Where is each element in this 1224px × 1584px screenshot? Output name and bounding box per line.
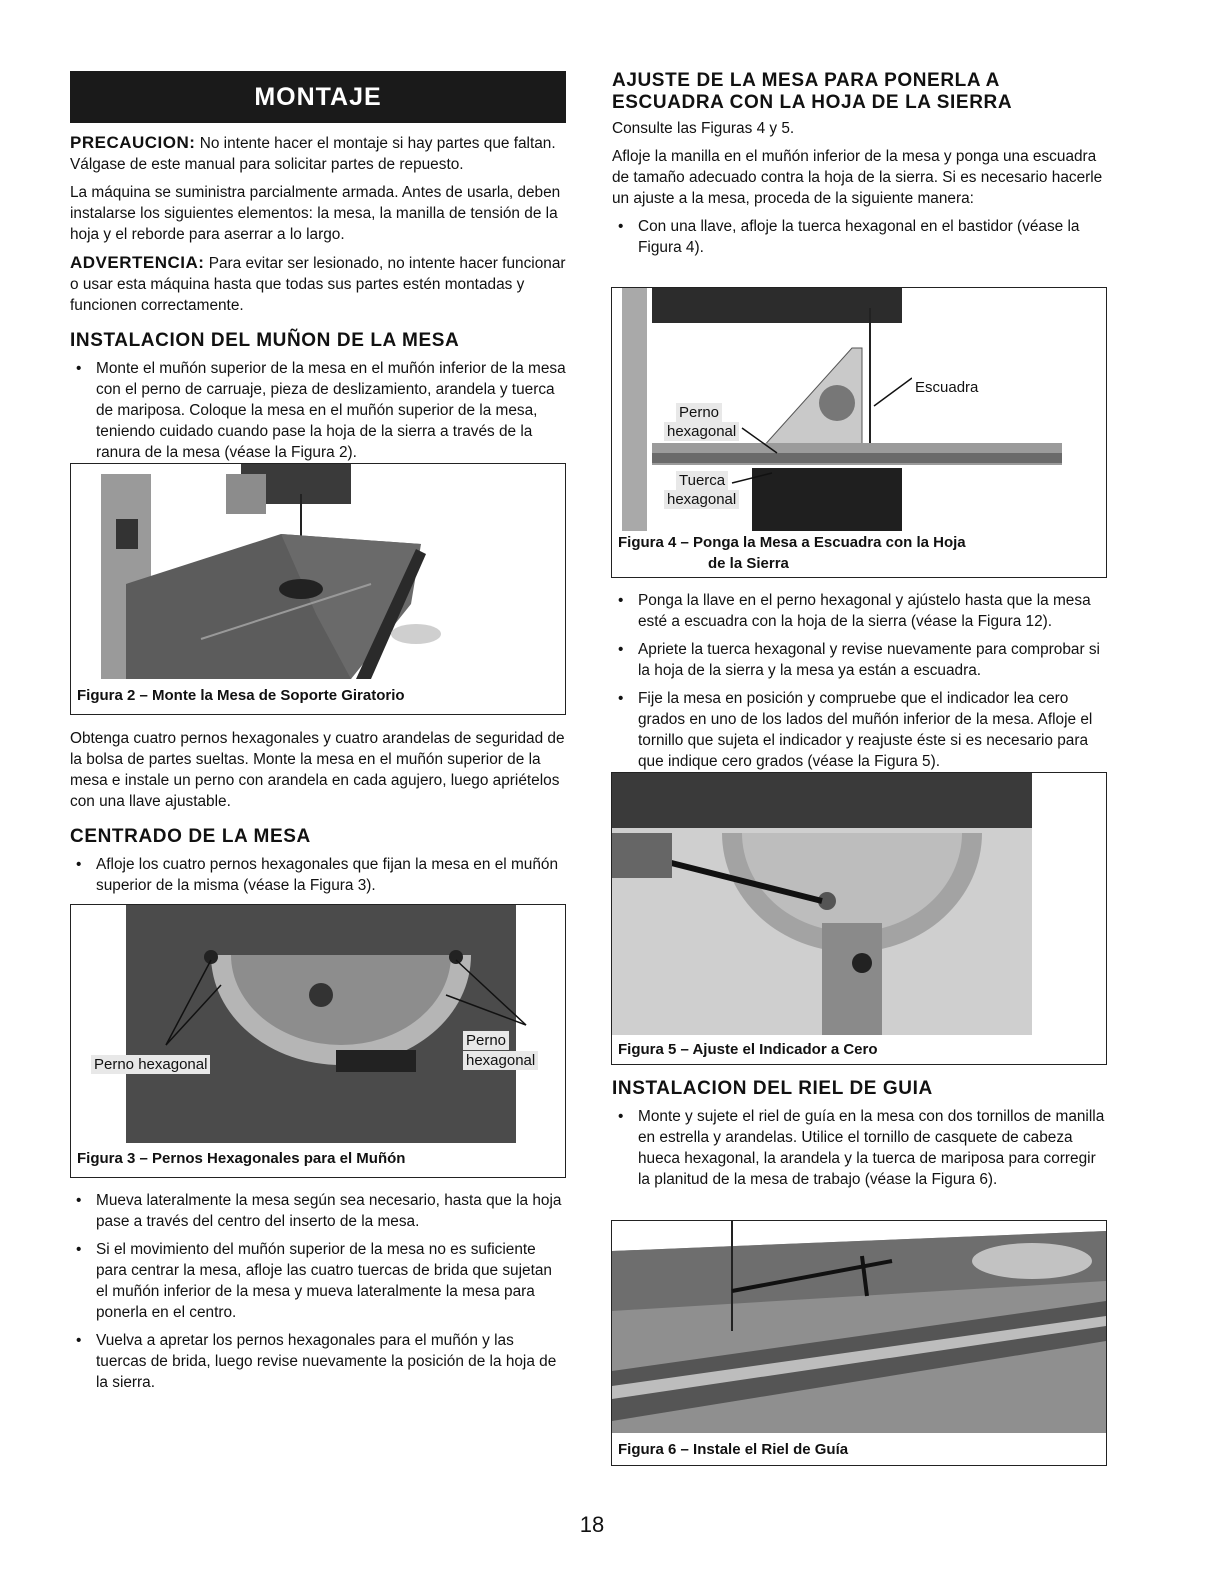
precaution-label: PRECAUCION: [70,133,196,152]
figure-6-photo [612,1221,1106,1433]
figure-5 [611,772,1107,1065]
figure-6-caption: Figura 6 – Instale el Riel de Guía [618,1441,849,1458]
figure-3-label-right-1: Perno [463,1031,509,1050]
figure-3 [70,904,566,1178]
squaring-paragraph: Afloje la manilla en el muñón inferior de la mesa y ponga una escuadra de tamaño adecuado contra la hoja de la sierra. Si es necesario hacerle un ajuste a la mesa, proceda de la siguiente manera: [612,148,1103,207]
bolts-paragraph: Obtenga cuatro pernos hexagonales y cuatro arandelas de seguridad de la bolsa de partes sueltas. Monte la mesa en el muñón superior de la mesa e instale un perno con arandela en cada agujero, luego apriételos con una llave ajustable. [70,730,565,810]
section-title-squaring-2: ESCUADRA CON LA HOJA DE LA SIERRA [612,92,1013,113]
section-title-squaring-1: AJUSTE DE LA MESA PARA PONERLA A [612,70,1000,91]
warning-paragraph [70,252,566,316]
figure-3-caption: Figura 3 – Pernos Hexagonales para el Muñón [77,1150,406,1167]
warning-label: ADVERTENCIA: [70,253,205,272]
consult-figures: Consulte las Figuras 4 y 5. [612,120,795,137]
centering-bullet: • Afloje los cuatro pernos hexagonales que fijan la mesa en el muñón superior de la misma (véase la Figura 3). [70,854,566,896]
section-title-centering: CENTRADO DE LA MESA [70,826,311,847]
precaution-text: No intente hacer el montaje si hay partes que faltan. Válgase de este manual para solicitar partes de repuesto. [70,135,556,173]
section-banner: MONTAJE [70,71,566,123]
figure-4-label-perno-1: Perno [676,403,722,422]
figure-6 [611,1220,1107,1466]
figure-5-caption: Figura 5 – Ajuste el Indicador a Cero [618,1041,878,1058]
figure-4-label-tuerca-2: hexagonal [664,490,739,509]
figure-3-photo [71,905,565,1143]
section-title-rip-fence: INSTALACION DEL RIEL DE GUIA [612,1078,933,1099]
squaring-step-3: • Fije la mesa en posición y compruebe que el indicador lea cero grados en uno de los lados del muñón inferior de la mesa. Afloje el tornillo que sujeta el indicador y reajuste éste si es necesario para que indique cero grados (véase la Figura 5). [612,688,1108,772]
centering-step-3: • Vuelva a apretar los pernos hexagonales para el muñón y las tuercas de brida, luego revise nuevamente la posición de la hoja de la sierra. [70,1330,566,1393]
squaring-step-2: • Apriete la tuerca hexagonal y revise nuevamente para comprobar si la hoja de la sierra y la mesa ya están a escuadra. [612,639,1108,681]
trunnion-bullet: • Monte el muñón superior de la mesa en el muñón inferior de la mesa con el perno de carruaje, pieza de deslizamiento, arandela y tuerca de mariposa. Coloque la mesa en el muñón superior de la mesa, teniendo cuidado cuando pase la hoja de la sierra a través de la ranura de la mesa (véase la Figura 2). [70,358,566,463]
figure-4-label-escuadra: Escuadra [912,378,981,397]
page-number: 18 [579,1512,605,1537]
left-column-bottom [70,1190,566,1400]
rip-fence-bullet: • Monte y sujete el riel de guía en la mesa con dos tornillos de manilla en estrella y arandelas. Utilice el tornillo de casquete de cabeza hueca hexagonal, la arandela y la tuerca de mariposa para corregir la planitud de la mesa de trabajo (véase la Figura 6). [612,1106,1108,1190]
centering-step-1: • Mueva lateralmente la mesa según sea necesario, hasta que la hoja pase a través del centro del inserto de la mesa. [70,1190,566,1232]
figure-5-photo [612,773,1106,1035]
squaring-step-1: • Ponga la llave en el perno hexagonal y ajústelo hasta que la mesa esté a escuadra con la hoja de la sierra (véase la Figura 12). [612,590,1108,632]
figure-4-caption-2: de la Sierra [708,555,789,572]
squaring-bullet: • Con una llave, afloje la tuerca hexagonal en el bastidor (véase la Figura 4). [612,216,1108,258]
figure-3-label-left: Perno hexagonal [91,1055,210,1074]
intro-paragraph: La máquina se suministra parcialmente armada. Antes de usarla, deben instalarse los siguientes elementos: la mesa, la manilla de tensión de la hoja y el reborde para aserrar a lo largo. [70,184,561,243]
right-column-top [612,70,1108,265]
left-column-middle [70,728,566,903]
figure-4 [611,287,1107,578]
figure-3-label-right-2: hexagonal [463,1051,538,1070]
figure-2-caption: Figura 2 – Monte la Mesa de Soporte Giratorio [77,687,405,704]
right-column-middle [612,590,1108,779]
figure-2 [70,463,566,715]
right-column-bottom [612,1078,1108,1197]
figure-4-label-tuerca-1: Tuerca [676,471,728,490]
figure-4-caption-1: Figura 4 – Ponga la Mesa a Escuadra con la Hoja [618,534,966,551]
figure-4-label-perno-2: hexagonal [664,422,739,441]
warning-text: Para evitar ser lesionado, no intente hacer funcionar o usar esta máquina hasta que todas sus partes estén montadas y funcionen correctamente. [70,255,566,314]
centering-step-2: • Si el movimiento del muñón superior de la mesa no es suficiente para centrar la mesa, afloje las cuatro tuercas de brida que sujetan el muñón inferior de la mesa y mueva lateralmente la mesa para ponerla en el centro. [70,1239,566,1323]
section-title-trunnion: INSTALACION DEL MUÑON DE LA MESA [70,330,460,351]
precaution-paragraph [70,132,566,175]
figure-2-photo [71,464,565,679]
left-column-top [70,132,566,470]
